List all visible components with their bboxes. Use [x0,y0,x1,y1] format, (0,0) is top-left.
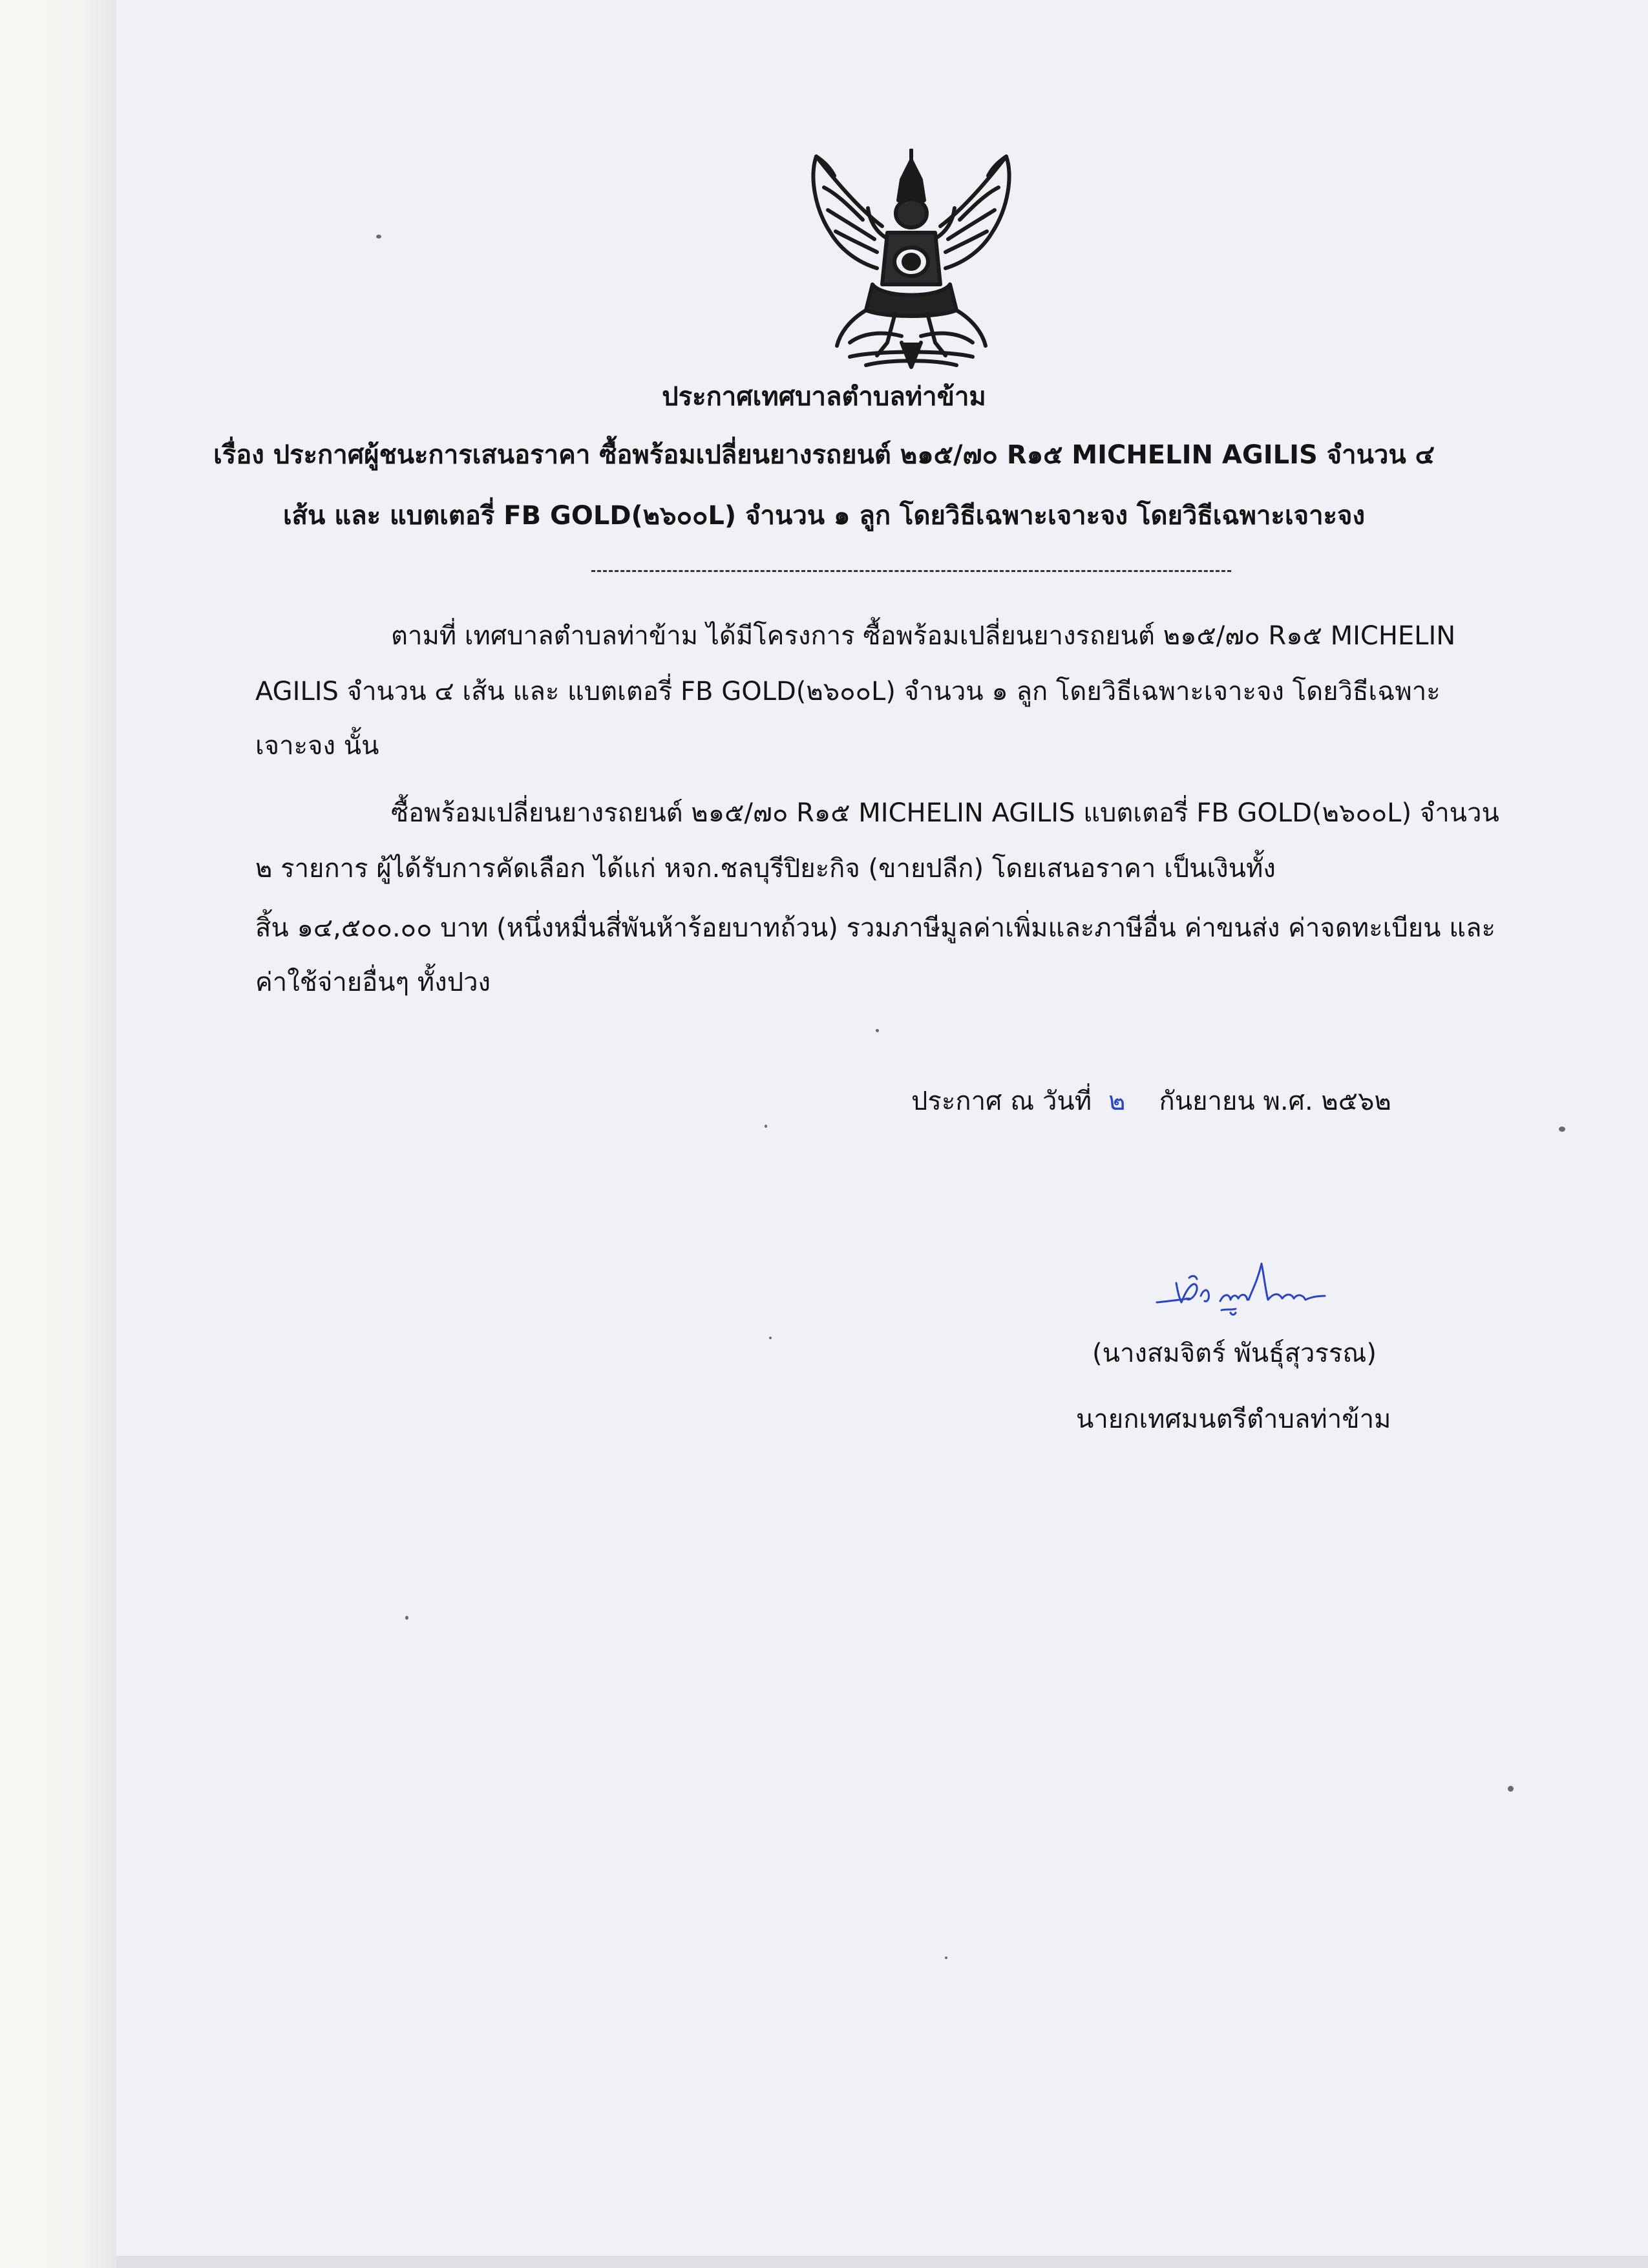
paragraph-1-line-2: AGILIS จำนวน ๔ เส้น และ แบตเตอรี่ FB GOLD(๒๖๐๐L) จำนวน ๑ ลูก โดยวิธีเฉพาะเจาะจง โดยวิธีเฉพาะ [255,677,1441,706]
subject-line-2: เส้น และ แบตเตอรี่ FB GOLD(๒๖๐๐L) จำนวน ๑ ลูก โดยวิธีเฉพาะเจาะจง โดยวิธีเฉพาะเจาะจง [282,501,1366,531]
paragraph-2-line-3: สิ้น ๑๔,๕๐๐.๐๐ บาท (หนึ่งหมื่นสี่พันห้าร้อยบาทถ้วน) รวมภาษีมูลค่าเพิ่มและภาษีอื่น ค่าขนส่ง ค่าจดทะเบียน และ [255,913,1495,943]
divider-rule [591,570,1231,572]
paragraph-2-line-1: ซื้อพร้อมเปลี่ยนยางรถยนต์ ๒๑๕/๗๐ R๑๕ MICHELIN AGILIS แบตเตอรี่ FB GOLD(๒๖๐๐L) จำนวน [391,798,1499,828]
paragraph-2-line-2: ๒ รายการ ผู้ได้รับการคัดเลือก ได้แก่ หจก.ชลบุรีปิยะกิจ (ขายปลีก) โดยเสนอราคา เป็นเงินทั้ง [255,854,1276,884]
scan-speck [1508,1786,1514,1792]
subject-line-1: เรื่อง ประกาศผู้ชนะการเสนอราคา ซื้อพร้อมเปลี่ยนยางรถยนต์ ๒๑๕/๗๐ R๑๕ MICHELIN AGILIS จำนวน ๔ [213,440,1435,470]
signatory-name: (นางสมจิตร์ พันธุ์สุวรรณ) [1092,1339,1377,1368]
scan-speck [769,1337,772,1339]
date-prefix: ประกาศ ณ วันที่ [911,1086,1092,1116]
garuda-emblem-icon [805,149,1018,375]
paragraph-1-line-3: เจาะจง นั้น [255,731,379,761]
scan-speck [876,1029,879,1032]
scan-speck [405,1616,408,1620]
scan-speck [376,235,381,238]
announcement-date [911,1085,1391,1118]
scan-speck [765,1125,767,1128]
signatory-position: นายกเทศมนตรีตำบลท่าข้าม [1076,1404,1391,1434]
date-day: ๒ [1108,1086,1126,1116]
document-heading: ประกาศเทศบาลตำบลท่าข้าม [662,382,986,412]
paragraph-2-line-4: ค่าใช้จ่ายอื่นๆ ทั้งปวง [255,968,491,997]
date-month-year: กันยายน พ.ศ. ๒๕๖๒ [1159,1086,1391,1116]
scanner-margin [0,0,116,2268]
scan-speck [1559,1127,1565,1132]
scan-speck [945,1956,947,1959]
paragraph-1-line-1: ตามที่ เทศบาลตำบลท่าข้าม ได้มีโครงการ ซื้อพร้อมเปลี่ยนยางรถยนต์ ๒๑๕/๗๐ R๑๕ MICHELIN [391,621,1456,651]
handwritten-signature-icon [1150,1251,1338,1322]
page-bottom-edge [116,2256,1648,2268]
